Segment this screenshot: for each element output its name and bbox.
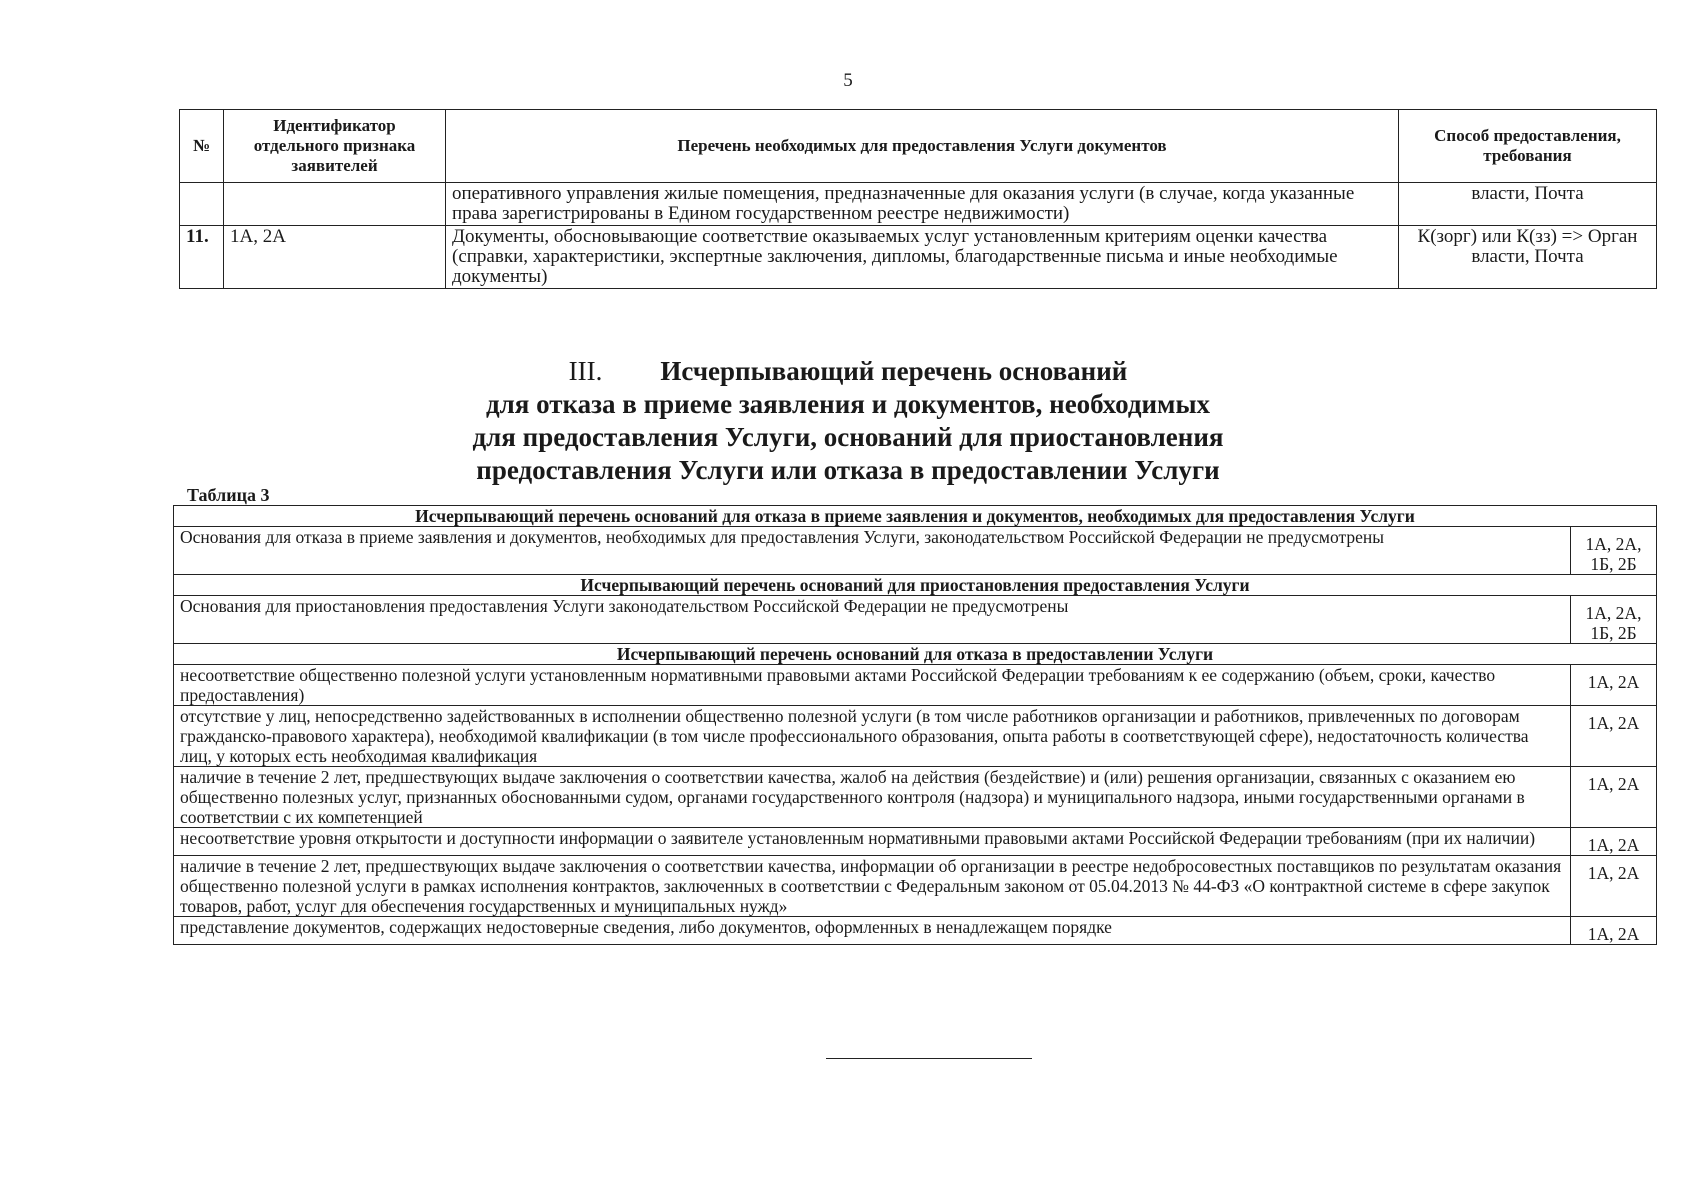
table-row bbox=[174, 828, 1657, 856]
row-documents: Документы, обосновывающие соответствие оказываемых услуг установленным критериям оценки качества (справки, характеристики, экспертные заключения, дипломы, благодарственные письма и иные необходимые документы) bbox=[446, 226, 1399, 289]
group-header bbox=[174, 575, 1657, 596]
header-num: № bbox=[180, 110, 224, 183]
table-row bbox=[174, 706, 1657, 767]
row-identifier bbox=[224, 183, 446, 226]
section-title-line-4: предоставления Услуги или отказа в предоставлении Услуги bbox=[476, 455, 1220, 485]
header-documents: Перечень необходимых для предоставления Услуги документов bbox=[446, 110, 1399, 183]
ground-text: несоответствие общественно полезной услуги установленным нормативными правовыми актами Российской Федерации требованиям к ее содержанию (объем, сроки, качество предоставления) bbox=[174, 665, 1571, 706]
applicant-codes: 1А, 2А bbox=[1571, 706, 1657, 767]
applicant-codes: 1А, 2А bbox=[1571, 917, 1657, 945]
table-row bbox=[174, 527, 1657, 575]
page-number: 5 bbox=[843, 70, 853, 91]
ground-text: Основания для приостановления предоставления Услуги законодательством Российской Федерации не предусмотрены bbox=[174, 596, 1571, 644]
row-method: К(зорг) или К(зз) => Орган власти, Почта bbox=[1399, 226, 1657, 289]
row-num: 11. bbox=[180, 226, 224, 289]
row-identifier: 1А, 2А bbox=[224, 226, 446, 289]
row-num bbox=[180, 183, 224, 226]
ground-text: отсутствие у лиц, непосредственно задействованных в исполнении общественно полезной услуги (в том числе работников организации и работников, привлеченных по договорам гражданско-правового характера), необходимой квалификации (в том числе профессионального образования, опыта работы в соответствующей сфере), недостаточность количества лиц, у которых есть необходимая квалификация bbox=[174, 706, 1571, 767]
table-row bbox=[174, 856, 1657, 917]
applicant-codes: 1А, 2А bbox=[1571, 665, 1657, 706]
applicant-codes: 1А, 2А bbox=[1571, 767, 1657, 828]
applicant-codes: 1А, 2А bbox=[1571, 828, 1657, 856]
section-title-line-3: для предоставления Услуги, оснований для приостановления bbox=[472, 422, 1224, 452]
row-documents: оперативного управления жилые помещения, предназначенные для оказания услуги (в случае, когда указанные права зарегистрированы в Едином государственном реестре недвижимости) bbox=[446, 183, 1399, 226]
table-caption: Таблица 3 bbox=[187, 485, 270, 505]
table-row bbox=[180, 183, 1657, 226]
table-row bbox=[180, 226, 1657, 289]
header-method: Способ предоставления, требования bbox=[1399, 110, 1657, 183]
group-header-refusal-service: Исчерпывающий перечень оснований для отказа в предоставлении Услуги bbox=[174, 644, 1657, 665]
section-title-line-2: для отказа в приеме заявления и документов, необходимых bbox=[485, 389, 1211, 419]
section-roman-numeral: III. bbox=[568, 356, 603, 386]
header-identifier: Идентификатор отдельного признака заявителей bbox=[224, 110, 446, 183]
applicant-codes: 1А, 2А, 1Б, 2Б bbox=[1571, 596, 1657, 644]
ground-text: представление документов, содержащих недостоверные сведения, либо документов, оформленных в ненадлежащем порядке bbox=[174, 917, 1571, 945]
group-header-refusal-acceptance: Исчерпывающий перечень оснований для отказа в приеме заявления и документов, необходимых для предоставления Услуги bbox=[174, 506, 1657, 527]
table-row bbox=[174, 665, 1657, 706]
closing-rule bbox=[826, 1058, 1032, 1059]
table-row bbox=[174, 767, 1657, 828]
table-row bbox=[174, 917, 1657, 945]
group-header bbox=[174, 506, 1657, 527]
ground-text: несоответствие уровня открытости и доступности информации о заявителе установленным нормативными правовыми актами Российской Федерации требованиям (при их наличии) bbox=[174, 828, 1571, 856]
documents-table-header bbox=[180, 110, 1657, 183]
group-header-suspension: Исчерпывающий перечень оснований для приостановления предоставления Услуги bbox=[174, 575, 1657, 596]
section-title bbox=[0, 355, 1696, 487]
row-method: власти, Почта bbox=[1399, 183, 1657, 226]
ground-text: наличие в течение 2 лет, предшествующих выдаче заключения о соответствии качества, информации об организации в реестре недобросовестных поставщиков по результатам оказания общественно полезной услуги в рамках исполнения контрактов, заключенных в соответствии с Федеральным законом от 05.04.2013 № 44-ФЗ «О контрактной системе в сфере закупок товаров, работ, услуг для обеспечения государственных и муниципальных нужд» bbox=[174, 856, 1571, 917]
applicant-codes: 1А, 2А bbox=[1571, 856, 1657, 917]
section-title-line-1: III. Исчерпывающий перечень оснований bbox=[568, 356, 1128, 386]
group-header bbox=[174, 644, 1657, 665]
ground-text: наличие в течение 2 лет, предшествующих выдаче заключения о соответствии качества, жалоб на действия (бездействие) и (или) решения организации, связанных с оказанием ею общественно полезных услуг, признанных обоснованными судом, органами государственного контроля (надзора) и муниципального надзора, иными государственными органами в соответствии с их компетенцией bbox=[174, 767, 1571, 828]
applicant-codes: 1А, 2А, 1Б, 2Б bbox=[1571, 527, 1657, 575]
ground-text: Основания для отказа в приеме заявления и документов, необходимых для предоставления Услуги, законодательством Российской Федерации не предусмотрены bbox=[174, 527, 1571, 575]
grounds-table bbox=[173, 505, 1657, 945]
table-row bbox=[174, 596, 1657, 644]
documents-table bbox=[179, 109, 1657, 289]
